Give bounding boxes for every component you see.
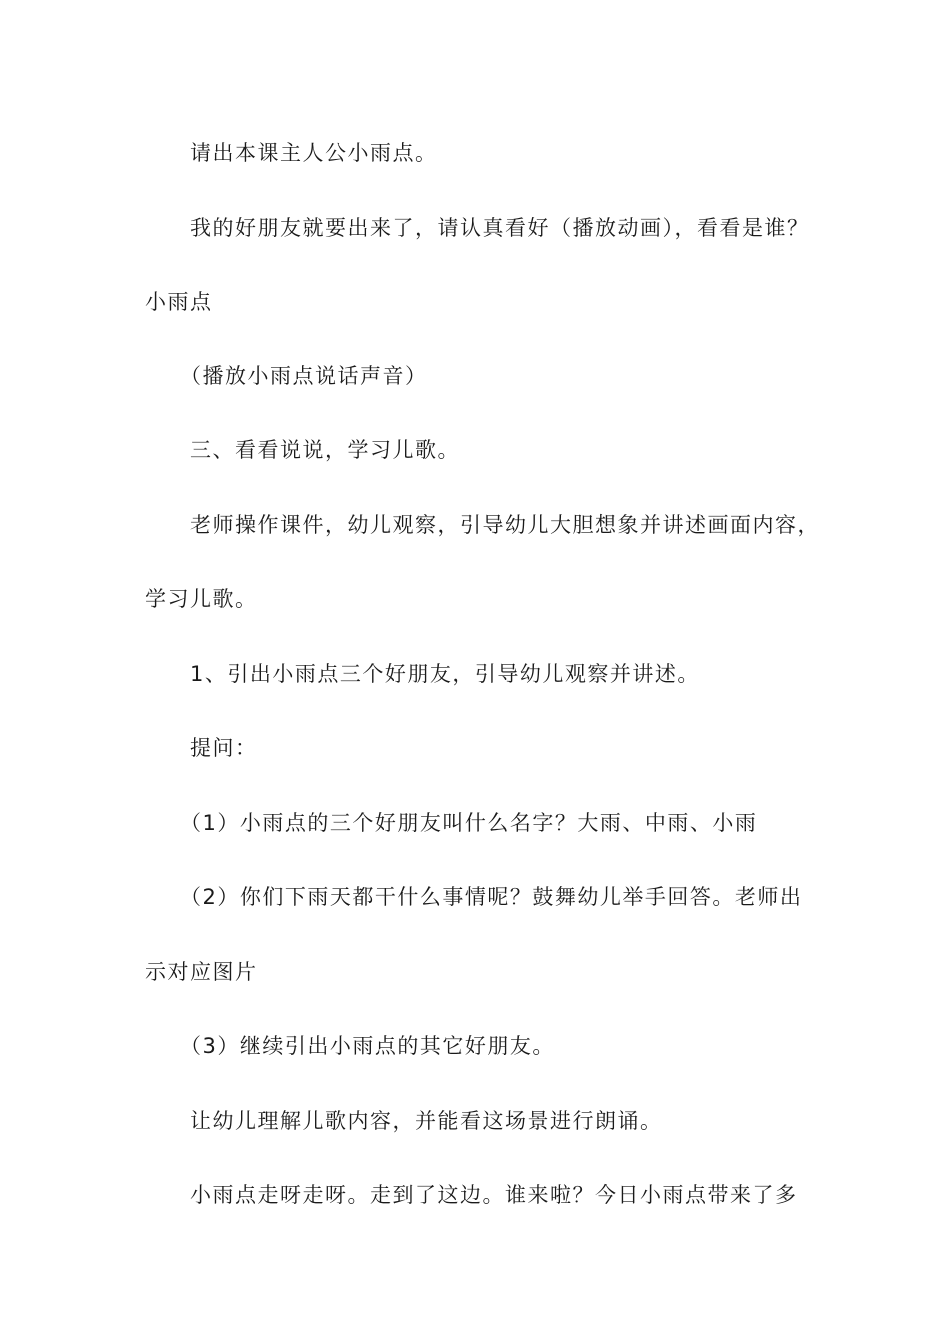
- section-heading: 三、看看说说，学习儿歌。: [190, 438, 460, 462]
- paragraph-line: 小雨点: [145, 290, 213, 314]
- paragraph-line: 学习儿歌。: [145, 587, 258, 611]
- paragraph-line: 请出本课主人公小雨点。: [190, 141, 438, 165]
- list-item: （3）继续引出小雨点的其它好朋友。: [180, 1034, 555, 1058]
- paragraph-line: 示对应图片: [145, 960, 258, 984]
- list-item: （2）你们下雨天都干什么事情呢？鼓舞幼儿举手回答。老师出: [180, 885, 803, 909]
- paragraph-line: （播放小雨点说话声音）: [180, 364, 428, 388]
- list-item: （1）小雨点的三个好朋友叫什么名字？大雨、中雨、小雨: [180, 811, 758, 835]
- paragraph-line: 我的好朋友就要出来了，请认真看好（播放动画），看看是谁？: [190, 216, 810, 240]
- list-item: 1、引出小雨点三个好朋友，引导幼儿观察并讲述。: [190, 662, 700, 686]
- paragraph-line: 老师操作课件，幼儿观察，引导幼儿大胆想象并讲述画面内容，: [190, 513, 820, 537]
- paragraph-line: 让幼儿理解儿歌内容，并能看这场景进行朗诵。: [190, 1109, 663, 1133]
- paragraph-line: 小雨点走呀走呀。走到了这边。谁来啦？今日小雨点带来了多: [190, 1183, 798, 1207]
- paragraph-line: 提问：: [190, 736, 258, 760]
